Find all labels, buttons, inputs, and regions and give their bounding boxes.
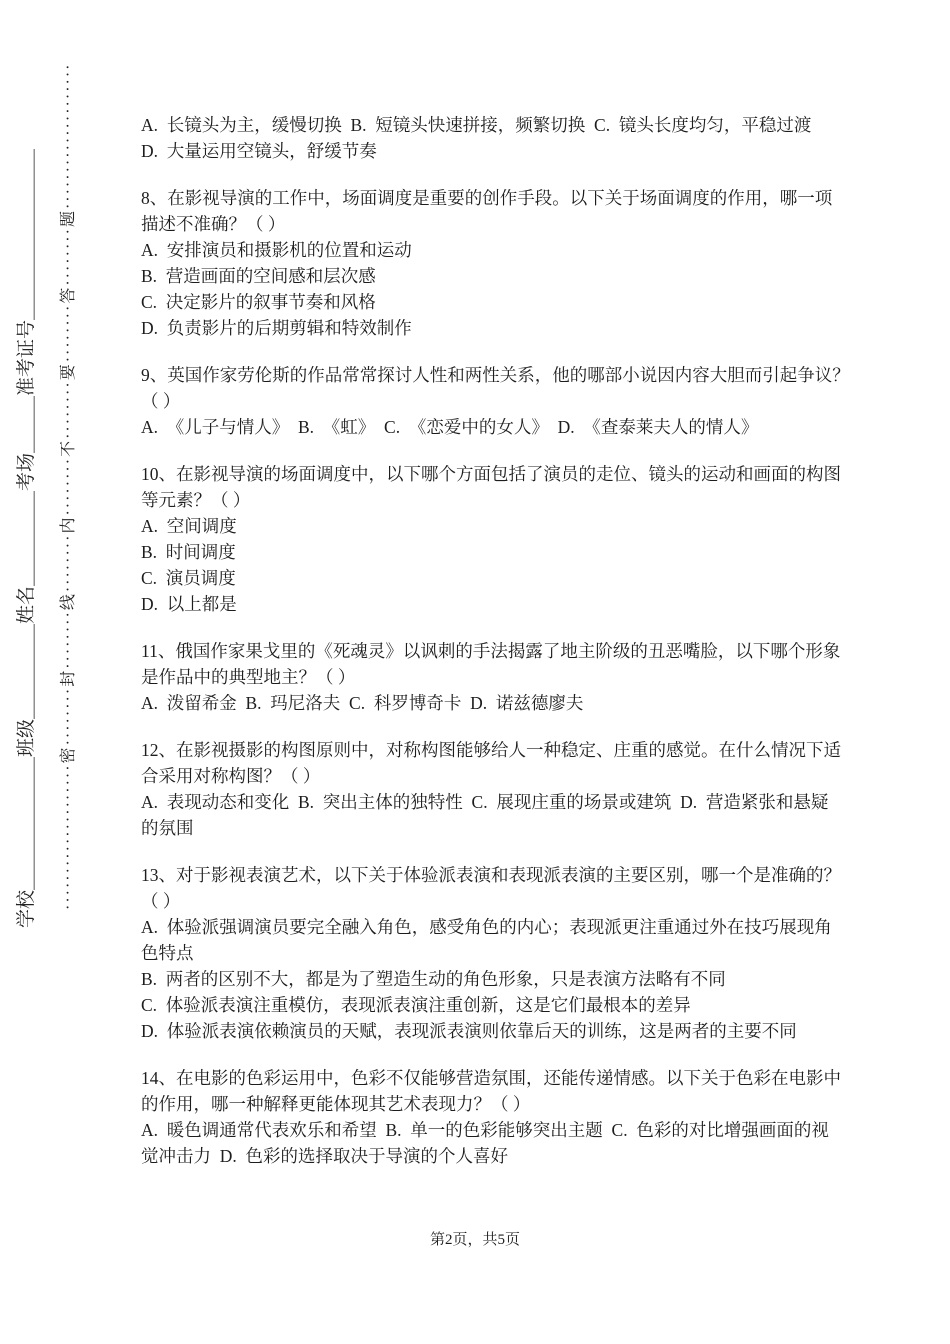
question-line: 14、在电影的色彩运用中，色彩不仅能够营造氛围，还能传递情感。以下关于色彩在电影中 <box>141 1068 841 1088</box>
question-line: C. 决定影片的叙事节奏和风格 <box>141 292 376 312</box>
page-number: 第2页，共5页 <box>429 1232 520 1248</box>
question-line: 色特点 <box>141 943 194 963</box>
question-line: 13、对于影视表演艺术，以下关于体验派表演和表现派表演的主要区别，哪一个是准确的？ <box>141 865 841 885</box>
question-line: 9、英国作家劳伦斯的作品常常探讨人性和两性关系，他的哪部小说因内容大胆而引起争议？ <box>141 365 850 385</box>
question-line: 的作用，哪一种解释更能体现其艺术表现力？（ ） <box>141 1094 531 1114</box>
question-line: （ ） <box>141 891 181 911</box>
question-line: B. 营造画面的空间感和层次感 <box>141 266 376 286</box>
question-line: 10、在影视导演的场面调度中，以下哪个方面包括了演员的走位、镜头的运动和画面的构图 <box>141 464 841 484</box>
question-13 <box>141 862 881 1044</box>
questions-area <box>141 112 881 1190</box>
question-line: A. 体验派强调演员要完全融入角色，感受角色的内心；表现派更注重通过外在技巧展现角 <box>141 917 832 937</box>
seal-dotted-line: ····················密········封········线········内········不········要········答········题···················· <box>60 62 77 910</box>
question-line: B. 时间调度 <box>141 542 236 562</box>
question-line: A. 长镜头为主，缓慢切换 B. 短镜头快速拼接，频繁切换 C. 镜头长度均匀，平稳过渡 <box>141 115 812 135</box>
question-line: 觉冲击力 D. 色彩的选择取决于导演的个人喜好 <box>141 1146 509 1166</box>
question-line: 描述不准确？（ ） <box>141 214 286 234</box>
question-8 <box>141 185 881 341</box>
question-line: D. 以上都是 <box>141 594 237 614</box>
student-info-fields: 学校＿＿＿＿＿＿＿班级＿＿＿＿＿姓名＿＿＿＿＿考场＿＿＿准考证号＿＿＿＿＿＿＿＿＿ <box>16 148 37 928</box>
question-line: 等元素？（ ） <box>141 490 251 510</box>
question-10 <box>141 461 881 617</box>
question-line: B. 两者的区别不大，都是为了塑造生动的角色形象，只是表演方法略有不同 <box>141 969 726 989</box>
question-line: 合采用对称构图？（ ） <box>141 766 321 786</box>
question-line: 8、在影视导演的工作中，场面调度是重要的创作手段。以下关于场面调度的作用，哪一项 <box>141 188 833 208</box>
question-7-options <box>141 112 881 164</box>
question-line: D. 大量运用空镜头，舒缓节奏 <box>141 141 377 161</box>
question-line: A. 安排演员和摄影机的位置和运动 <box>141 240 412 260</box>
question-12 <box>141 737 881 841</box>
question-line: C. 演员调度 <box>141 568 236 588</box>
question-line: A. 泼留希金 B. 玛尼洛夫 C. 科罗博奇卡 D. 诺兹德廖夫 <box>141 693 584 713</box>
question-line: C. 体验派表演注重模仿，表现派表演注重创新，这是它们最根本的差异 <box>141 995 691 1015</box>
question-line: D. 体验派表演依赖演员的天赋，表现派表演则依靠后天的训练，这是两者的主要不同 <box>141 1021 797 1041</box>
question-9 <box>141 362 881 440</box>
question-line: A. 暖色调通常代表欢乐和希望 B. 单一的色彩能够突出主题 C. 色彩的对比增强画面的视 <box>141 1120 829 1140</box>
question-line: A. 《儿子与情人》 B. 《虹》 C. 《恋爱中的女人》 D. 《查泰莱夫人的情人》 <box>141 417 759 437</box>
question-line: 11、俄国作家果戈里的《死魂灵》以讽刺的手法揭露了地主阶级的丑恶嘴脸，以下哪个形象 <box>141 641 841 661</box>
question-line: 是作品中的典型地主？（ ） <box>141 667 356 687</box>
question-11 <box>141 638 881 716</box>
question-line: A. 空间调度 <box>141 516 237 536</box>
question-line: 12、在影视摄影的构图原则中，对称构图能够给人一种稳定、庄重的感觉。在什么情况下适 <box>141 740 841 760</box>
question-14 <box>141 1065 881 1169</box>
question-line: A. 表现动态和变化 B. 突出主体的独特性 C. 展现庄重的场景或建筑 D. 营造紧张和悬疑 <box>141 792 829 812</box>
question-line: 的氛围 <box>141 818 194 838</box>
question-line: D. 负责影片的后期剪辑和特效制作 <box>141 318 412 338</box>
question-line: （ ） <box>141 391 181 411</box>
